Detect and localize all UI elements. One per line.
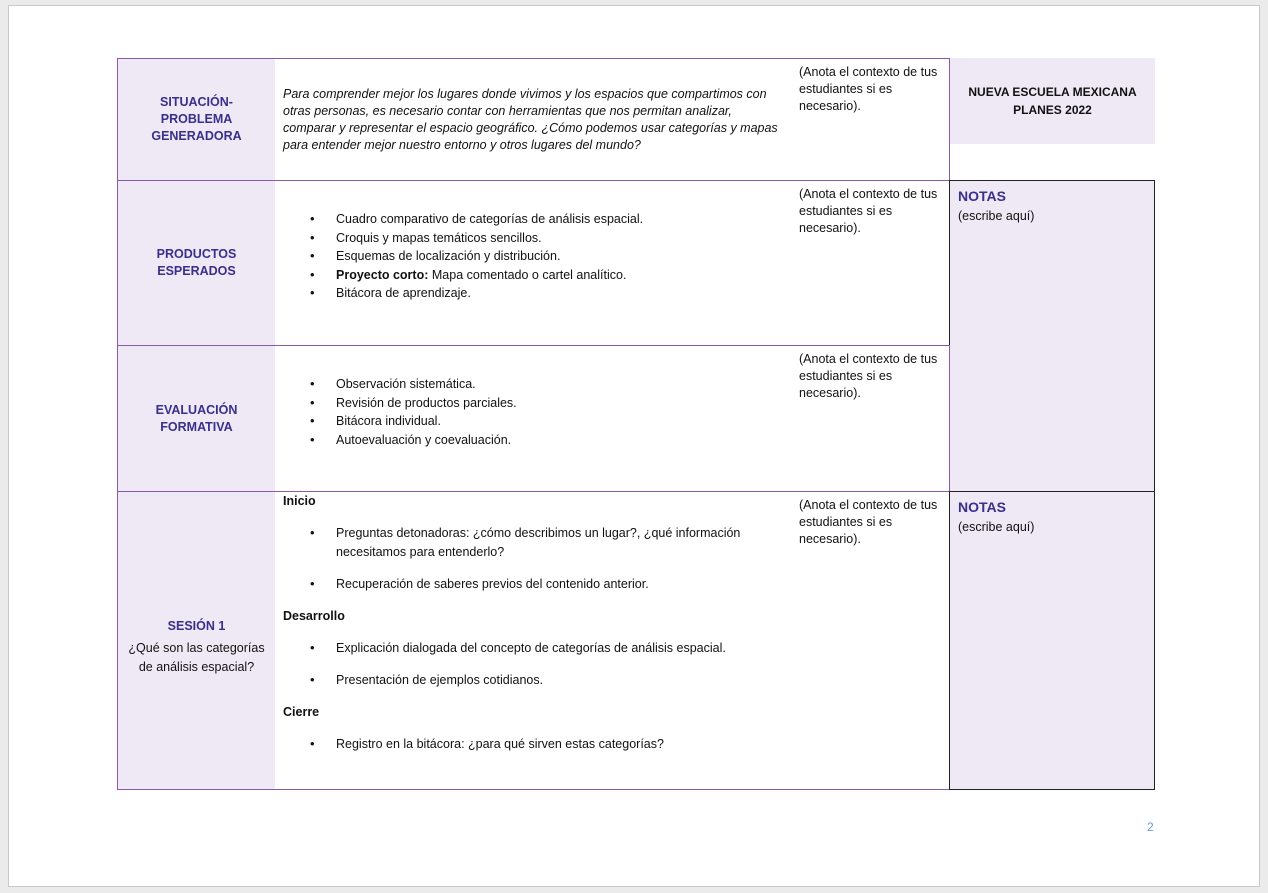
situacion-label-cell xyxy=(117,58,276,181)
desarrollo-list xyxy=(283,639,784,690)
sesion-sublabel: ¿Qué son las categorías de análisis espacial? xyxy=(128,641,265,674)
list-item: • Croquis y mapas temáticos sencillos. xyxy=(336,229,784,248)
list-item-text: Mapa comentado o cartel analítico. xyxy=(431,267,627,282)
nem-header-box xyxy=(950,58,1155,144)
situacion-text: Para comprender mejor los lugares donde vivimos y los espacios que compartimos con otras personas, es necesario contar con herramientas que nos permitan analizar, comparar y representar el espacio geográfico. ¿Cómo podemos usar categorías y mapas para entender mejor nuestro entorno y otros lugares del mundo? xyxy=(283,87,778,152)
notes-placeholder: (escribe aquí) xyxy=(958,520,1035,534)
notes-box-2[interactable] xyxy=(949,491,1155,790)
list-item: • Bitácora de aprendizaje. xyxy=(336,284,784,303)
evaluacion-label-cell xyxy=(117,345,276,492)
evaluacion-label: EVALUACIÓN FORMATIVA xyxy=(155,402,238,434)
sesion-content-cell xyxy=(275,491,792,790)
productos-label: PRODUCTOS ESPERADOS xyxy=(156,247,237,278)
situacion-label: SITUACIÓN-PROBLEMA GENERADORA xyxy=(151,95,242,143)
situacion-content-cell xyxy=(275,58,792,181)
sesion-label-cell xyxy=(117,491,276,790)
sesion-label: SESIÓN 1 xyxy=(167,619,226,633)
cierre-list xyxy=(283,735,784,754)
document-page xyxy=(8,5,1260,887)
situacion-context: (Anota el contexto de tus estudiantes si es necesario). xyxy=(799,65,938,113)
list-item: • Presentación de ejemplos cotidianos. xyxy=(336,671,784,690)
notes-placeholder: (escribe aquí) xyxy=(958,209,1035,223)
evaluacion-context-cell xyxy=(791,345,950,492)
list-item: • Cuadro comparativo de categorías de análisis espacial. xyxy=(336,210,784,229)
list-item: • Registro en la bitácora: ¿para qué sirven estas categorías? xyxy=(336,735,784,754)
desarrollo-heading: Desarrollo xyxy=(283,608,345,623)
list-item: • Bitácora individual. xyxy=(336,412,784,431)
productos-label-cell xyxy=(117,180,276,346)
productos-context-cell xyxy=(791,180,950,346)
list-item xyxy=(336,266,784,285)
sesion-context-cell xyxy=(791,491,950,790)
evaluacion-context: (Anota el contexto de tus estudiantes si es necesario). xyxy=(799,352,938,400)
bold-prefix: Proyecto corto: xyxy=(336,267,429,282)
list-item: • Esquemas de localización y distribución. xyxy=(336,247,784,266)
list-item: • Revisión de productos parciales. xyxy=(336,394,784,413)
page-number: 2 xyxy=(1147,820,1154,834)
list-item: • Autoevaluación y coevaluación. xyxy=(336,431,784,450)
list-item: • Preguntas detonadoras: ¿cómo describimos un lugar?, ¿qué información necesitamos para entenderlo? xyxy=(336,524,784,561)
productos-list xyxy=(283,210,784,303)
nem-header-text: NUEVA ESCUELA MEXICANA PLANES 2022 xyxy=(968,85,1137,117)
inicio-heading: Inicio xyxy=(283,494,316,508)
productos-context: (Anota el contexto de tus estudiantes si es necesario). xyxy=(799,187,938,235)
situacion-context-cell xyxy=(791,58,950,181)
productos-content-cell xyxy=(275,180,792,346)
list-item: • Observación sistemática. xyxy=(336,375,784,394)
notes-title: NOTAS xyxy=(958,499,1006,515)
inicio-list xyxy=(283,524,784,594)
notes-title: NOTAS xyxy=(958,188,1006,204)
cierre-heading: Cierre xyxy=(283,704,320,719)
list-item: • Explicación dialogada del concepto de categorías de análisis espacial. xyxy=(336,639,784,658)
sesion-context: (Anota el contexto de tus estudiantes si es necesario). xyxy=(799,498,938,546)
evaluacion-content-cell xyxy=(275,345,792,492)
list-item: • Recuperación de saberes previos del contenido anterior. xyxy=(336,575,784,594)
notes-box-1[interactable] xyxy=(949,180,1155,492)
evaluacion-list xyxy=(283,375,784,449)
